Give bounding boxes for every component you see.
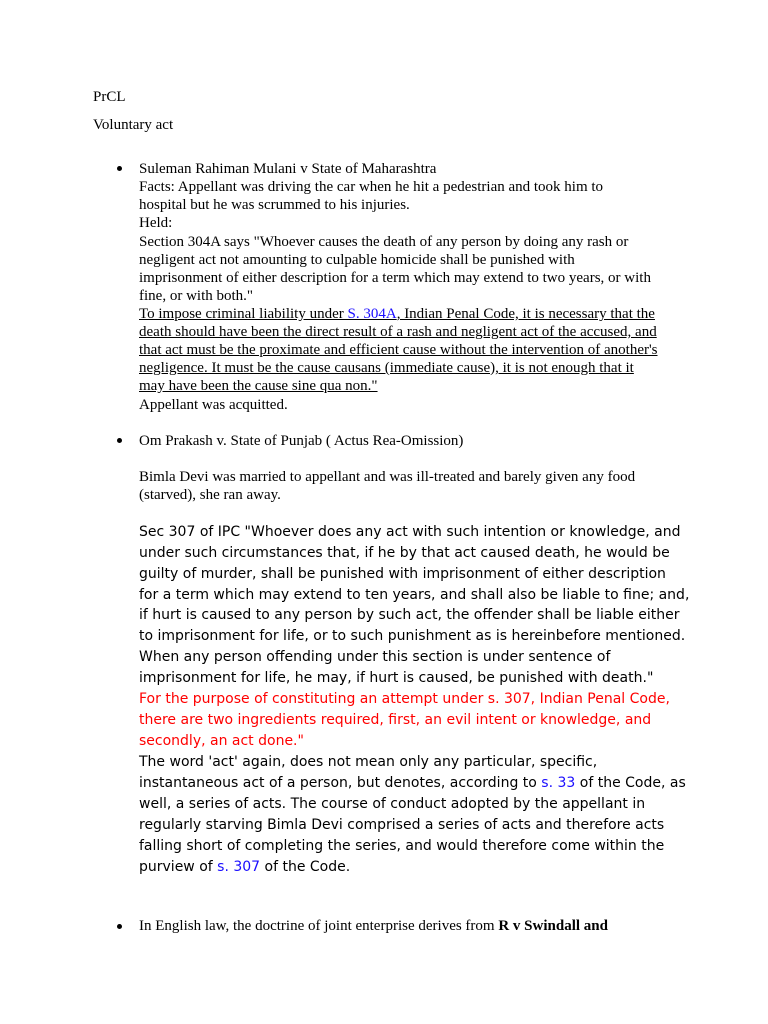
case-2-act-line [139, 859, 350, 875]
case-2-section-line: Sec 307 of IPC "Whoever does any act with such intention or knowledge, and [139, 524, 681, 540]
case-1-held-label: Held: [139, 215, 173, 231]
case-1-facts-line: Facts: Appellant was driving the car when he hit a pedestrian and took him to [139, 179, 604, 195]
case-2-highlight-line: secondly, an act done." [139, 733, 304, 749]
case-2-act-line: well, a series of acts. The course of conduct adopted by the appellant in [139, 796, 646, 812]
document-subtitle: Voluntary act [93, 117, 174, 133]
case-2-section-line: under such circumstances that, if he by that act caused death, he would be [139, 545, 670, 561]
case-1-section-line: Section 304A says "Whoever causes the death of any person by doing any rash or [139, 234, 629, 250]
quote-text: , Indian Penal Code, it is necessary that the [396, 306, 655, 322]
case-2-highlight-line: For the purpose of constituting an attempt under s. 307, Indian Penal Code, [139, 691, 670, 707]
act-text: purview of [139, 859, 218, 875]
section-304a-link[interactable]: S. 304A [347, 306, 397, 322]
case-1-section-line: negligent act not amounting to culpable homicide shall be punished with [139, 252, 575, 268]
document-title: PrCL [93, 89, 126, 105]
case-1-quote-line: that act must be the proximate and efficient cause without the intervention of another's [139, 342, 658, 358]
case-1-facts-line: hospital but he was scrummed to his injuries. [139, 197, 410, 213]
case-1-name: Suleman Rahiman Mulani v State of Maharashtra [139, 161, 437, 177]
act-text: instantaneous act of a person, but denotes, according to [139, 775, 542, 791]
case-1-result: Appellant was acquitted. [139, 397, 288, 413]
case-2-highlight-line: there are two ingredients required, first, an evil intent or knowledge, and [139, 712, 652, 728]
case-2-section-line: guilty of murder, shall be punished with imprisonment of either description [139, 566, 666, 582]
case-1-section-line: fine, or with both." [139, 288, 254, 304]
case-2-act-line: The word 'act' again, does not mean only any particular, specific, [139, 754, 598, 770]
case-3-text [139, 918, 608, 935]
bullet-icon [117, 924, 122, 929]
act-text: of the Code. [260, 859, 351, 875]
act-text: of the Code, as [575, 775, 686, 791]
case-1-quote-line [139, 306, 655, 323]
case-2-section-line: When any person offending under this section is under sentence of [139, 649, 611, 665]
quote-text: To impose criminal liability under [139, 306, 348, 322]
case-1-quote-line: death should have been the direct result of a rash and negligent act of the accused, and [139, 324, 657, 340]
case-2-section-line: imprisonment for life, he may, if hurt is caused, be punished with death." [139, 670, 654, 686]
case-2-act-line [139, 775, 686, 791]
case-1-quote-line: may have been the cause sine qua non." [139, 378, 378, 394]
case-2-section-line: if hurt is caused to any person by such act, the offender shall be liable either [139, 607, 680, 623]
case-citation-bold: R v Swindall and [498, 918, 608, 934]
bullet-icon [117, 166, 122, 171]
joint-enterprise-text: In English law, the doctrine of joint enterprise derives from [139, 918, 499, 934]
case-2-act-line: regularly starving Bimla Devi comprised a series of acts and therefore acts [139, 817, 665, 833]
case-2-section-line: to imprisonment for life, or to such punishment as is hereinbefore mentioned. [139, 628, 686, 644]
bullet-icon [117, 438, 122, 443]
case-1-quote-line: negligence. It must be the cause causans (immediate cause), it is not enough that it [139, 360, 634, 376]
case-2-name: Om Prakash v. State of Punjab ( Actus Rea-Omission) [139, 433, 464, 449]
case-2-section-line: for a term which may extend to ten years, and shall also be liable to fine; and, [139, 587, 690, 603]
case-2-act-line: falling short of completing the series, and would therefore come within the [139, 838, 665, 854]
section-33-link[interactable]: s. 33 [541, 775, 576, 791]
case-1-section-line: imprisonment of either description for a term which may extend to two years, or with [139, 270, 651, 286]
section-307-link[interactable]: s. 307 [217, 859, 261, 875]
case-2-facts-line: (starved), she ran away. [139, 487, 281, 503]
case-2-facts-line: Bimla Devi was married to appellant and was ill-treated and barely given any food [139, 469, 636, 485]
